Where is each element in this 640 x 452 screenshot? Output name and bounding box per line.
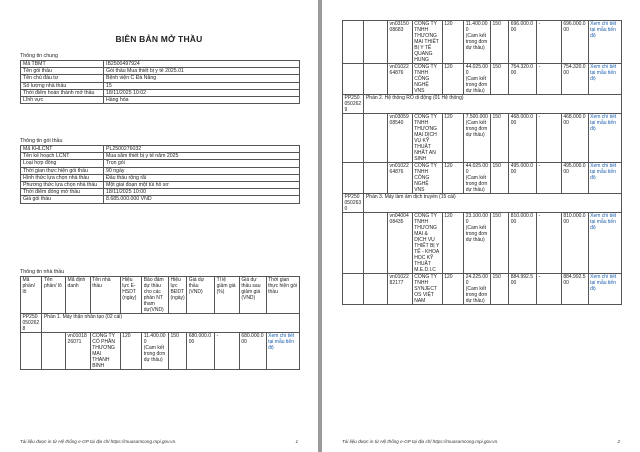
lot-row bbox=[343, 194, 622, 213]
page-number: 1 bbox=[295, 439, 298, 444]
general-info-table bbox=[20, 60, 300, 104]
document-title: BIÊN BẢN MỞ THẦU bbox=[115, 34, 203, 44]
bidder-id: vn0102264876 bbox=[388, 163, 413, 194]
info-label: Thời gian thực hiện gói thầu bbox=[21, 167, 104, 174]
info-label: Tên kế hoạch LCNT bbox=[21, 153, 104, 160]
bidder-name: CÔNG TY TNHH CÔNG NGHỆ VNS bbox=[412, 64, 442, 95]
guarantee-note: (Cam kết trong đơn dự thầu) bbox=[465, 286, 488, 304]
info-row bbox=[21, 167, 300, 174]
guarantee-amount: 11.400.000 bbox=[143, 333, 166, 345]
empty-cell bbox=[364, 163, 388, 194]
schedule-link[interactable]: Xem chi tiết tại mẫu tiến độ bbox=[266, 333, 299, 370]
info-value: Trọn gói bbox=[104, 160, 300, 167]
bidder-row bbox=[343, 163, 622, 194]
bidder-name: CÔNG TY TNHH THƯƠNG MẠI & DỊCH VỤ THIẾT BỊ Y TẾ - KHOA HỌC KỸ THUẬT M.E.D.I.C bbox=[412, 213, 442, 274]
guarantee-note: (Cam kết trong đơn dự thầu) bbox=[465, 120, 488, 138]
info-value: Hàng hóa bbox=[104, 97, 300, 104]
bid-validity: 120 bbox=[442, 213, 463, 274]
info-label: Tên gói thầu bbox=[21, 68, 104, 75]
schedule-link[interactable]: Xem chi tiết tại mẫu tiến độ bbox=[588, 21, 621, 64]
bond-validity: 150 bbox=[491, 64, 509, 95]
bidder-name: CÔNG TY TNHH THƯƠNG MẠI THIẾT BỊ Y TẾ QUANG HUNG bbox=[412, 21, 442, 64]
discount-rate: - bbox=[537, 163, 562, 194]
discount-rate: - bbox=[537, 114, 562, 163]
info-row bbox=[21, 189, 300, 196]
info-row bbox=[21, 61, 300, 68]
info-label: Số lượng nhà thầu bbox=[21, 82, 104, 89]
info-label: Giá gói thầu bbox=[21, 196, 104, 203]
info-row bbox=[21, 75, 300, 82]
discount-rate: - bbox=[215, 333, 240, 370]
lot-row bbox=[21, 314, 300, 333]
bidder-id: vn0102282177 bbox=[388, 274, 413, 305]
bidder-name: CÔNG TY TNHH CÔNG NGHỆ VNS bbox=[412, 163, 442, 194]
bidder-id: vn0305908540 bbox=[388, 114, 413, 163]
bid-guarantee bbox=[464, 163, 491, 194]
lot-code: PP2500502630 bbox=[343, 194, 364, 213]
guarantee-amount: 11.400.000 bbox=[465, 21, 488, 33]
column-header: Hiệu lực BĐDT (ngày) bbox=[169, 277, 187, 314]
empty-cell bbox=[21, 333, 42, 370]
info-label: Hình thức lựa chọn nhà thầu bbox=[21, 174, 104, 181]
bid-price: 696.000.000 bbox=[509, 21, 537, 64]
bid-price: 680.000.000 bbox=[187, 333, 215, 370]
empty-cell bbox=[343, 114, 364, 163]
bidder-name: CÔNG TY TNHH THƯƠNG MẠI DỊCH VỤ KỸ THUẬT NHẤT AN SINH bbox=[412, 114, 442, 163]
bidder-id: vn0400408435 bbox=[388, 213, 413, 274]
general-info-heading: Thông tin chung bbox=[20, 53, 58, 59]
lot-name: Phần 2. Hệ thống RO di động (01 Hệ thống) bbox=[364, 95, 622, 114]
final-price: 810.000.000 bbox=[561, 213, 588, 274]
bidder-id: vn0101826071 bbox=[66, 333, 91, 370]
schedule-link[interactable]: Xem chi tiết tại mẫu tiến độ bbox=[588, 213, 621, 274]
empty-cell bbox=[42, 333, 66, 370]
bidder-table-page-2 bbox=[342, 20, 622, 305]
column-header: Tên nhà thầu bbox=[90, 277, 120, 314]
info-value: IB2500497924 bbox=[104, 61, 300, 68]
table-header-row bbox=[21, 277, 300, 314]
bidder-info-heading: Thông tin nhà thầu bbox=[20, 269, 65, 275]
guarantee-note: (Cam kết trong đơn dự thầu) bbox=[143, 345, 166, 363]
final-price: 468.000.000 bbox=[561, 114, 588, 163]
guarantee-note: (Cam kết trong đơn dự thầu) bbox=[465, 175, 488, 193]
empty-cell bbox=[364, 213, 388, 274]
info-label: Mã TBMT bbox=[21, 61, 104, 68]
guarantee-amount: 24.225.000 bbox=[465, 274, 488, 286]
guarantee-amount: 7.500.000 bbox=[465, 114, 488, 120]
info-value: Gói thầu Mua thiết bị y tế 2025.01 bbox=[104, 68, 300, 75]
column-header: Thời gian thực hiện gói thầu bbox=[266, 277, 299, 314]
empty-cell bbox=[364, 274, 388, 305]
info-value: 15 bbox=[104, 82, 300, 89]
bid-guarantee bbox=[464, 21, 491, 64]
info-label: Lĩnh vực bbox=[21, 97, 104, 104]
info-row bbox=[21, 174, 300, 181]
info-row bbox=[21, 153, 300, 160]
final-price: 884.992.500 bbox=[561, 274, 588, 305]
bidder-table-page-1 bbox=[20, 276, 300, 370]
guarantee-amount: 44.025.000 bbox=[465, 64, 488, 76]
discount-rate: - bbox=[537, 274, 562, 305]
bid-validity: 120 bbox=[442, 274, 463, 305]
info-value: 90 ngày bbox=[104, 167, 300, 174]
info-row bbox=[21, 182, 300, 189]
bid-validity: 120 bbox=[442, 64, 463, 95]
empty-cell bbox=[364, 21, 388, 64]
empty-cell bbox=[343, 274, 364, 305]
bid-price: 810.000.000 bbox=[509, 213, 537, 274]
page-number: 2 bbox=[617, 439, 620, 444]
guarantee-amount: 23.100.000 bbox=[465, 213, 488, 225]
empty-cell bbox=[343, 64, 364, 95]
column-header: Giá dự thầu sau giảm giá (VND) bbox=[239, 277, 266, 314]
info-row bbox=[21, 97, 300, 104]
schedule-link[interactable]: Xem chi tiết tại mẫu tiến độ bbox=[588, 114, 621, 163]
info-value: Đấu thầu rộng rãi bbox=[104, 174, 300, 181]
lot-code: PP2500502629 bbox=[343, 95, 364, 114]
lot-name: Phần 3. Máy làm ấm dịch truyền (15 cái) bbox=[364, 194, 622, 213]
guarantee-note: (Cam kết trong đơn dự thầu) bbox=[465, 33, 488, 51]
info-row bbox=[21, 196, 300, 203]
bond-validity: 150 bbox=[491, 163, 509, 194]
info-row bbox=[21, 146, 300, 153]
column-header: Tên phần/ lô bbox=[42, 277, 66, 314]
schedule-link[interactable]: Xem chi tiết tại mẫu tiến độ bbox=[588, 163, 621, 194]
package-info-table bbox=[20, 145, 300, 204]
schedule-link[interactable]: Xem chi tiết tại mẫu tiến độ bbox=[588, 64, 621, 95]
bond-validity: 150 bbox=[491, 274, 509, 305]
footer-text: Tài liệu được in từ Hệ thống e-GP tại địa chỉ https://muasamcong.mpi.gov.vn. bbox=[342, 439, 499, 444]
bond-validity: 150 bbox=[491, 213, 509, 274]
info-label: Thời điểm hoàn thành mở thầu bbox=[21, 89, 104, 96]
column-header: Hiệu lực E-HSDT (ngày) bbox=[120, 277, 141, 314]
bond-validity: 150 bbox=[491, 21, 509, 64]
guarantee-note: (Cam kết trong đơn dự thầu) bbox=[465, 225, 488, 243]
discount-rate: - bbox=[537, 21, 562, 64]
bid-guarantee bbox=[464, 213, 491, 274]
bid-guarantee bbox=[464, 114, 491, 163]
info-value: 8.685.000.000 VND bbox=[104, 196, 300, 203]
lot-code: PP2500502628 bbox=[21, 314, 42, 333]
bid-price: 468.000.000 bbox=[509, 114, 537, 163]
bond-validity: 150 bbox=[491, 114, 509, 163]
info-value: 18/11/2025 10:02 bbox=[104, 89, 300, 96]
info-value: 18/11/2025 10:00 bbox=[104, 189, 300, 196]
empty-cell bbox=[343, 213, 364, 274]
column-header: Mã định danh bbox=[66, 277, 91, 314]
bidder-row bbox=[343, 274, 622, 305]
bidder-row bbox=[343, 21, 622, 64]
bid-validity: 120 bbox=[120, 333, 141, 370]
empty-cell bbox=[364, 64, 388, 95]
bid-price: 884.992.500 bbox=[509, 274, 537, 305]
guarantee-note: (Cam kết trong đơn dự thầu) bbox=[465, 76, 488, 94]
schedule-link[interactable]: Xem chi tiết tại mẫu tiến độ bbox=[588, 274, 621, 305]
info-value: Bệnh viện C Đà Nẵng bbox=[104, 75, 300, 82]
column-header: Mã phần/ lô bbox=[21, 277, 42, 314]
info-value: Một giai đoạn một túi hồ sơ bbox=[104, 182, 300, 189]
empty-cell bbox=[343, 21, 364, 64]
info-label: Thời điểm đóng mở thầu bbox=[21, 189, 104, 196]
bond-validity: 150 bbox=[169, 333, 187, 370]
bidder-id: vn0315008683 bbox=[388, 21, 413, 64]
document-page-1 bbox=[0, 0, 318, 452]
empty-cell bbox=[343, 163, 364, 194]
info-label: Tên chủ đầu tư bbox=[21, 75, 104, 82]
bidder-name: CÔNG TY TNHH SYNJECTOS VIỆT NAM bbox=[412, 274, 442, 305]
info-row bbox=[21, 82, 300, 89]
info-row bbox=[21, 68, 300, 75]
footer-text: Tài liệu được in từ Hệ thống e-GP tại địa chỉ https://muasamcong.mpi.gov.vn. bbox=[20, 439, 177, 444]
bidder-id: vn0102264876 bbox=[388, 64, 413, 95]
column-header: Tỉ lệ giảm giá (%) bbox=[215, 277, 240, 314]
column-header: Giá dự thầu (VND) bbox=[187, 277, 215, 314]
lot-row bbox=[343, 95, 622, 114]
bid-validity: 120 bbox=[442, 114, 463, 163]
final-price: 495.000.000 bbox=[561, 163, 588, 194]
bidder-row bbox=[343, 213, 622, 274]
bidder-row bbox=[21, 333, 300, 370]
document-page-2 bbox=[322, 0, 640, 452]
column-header: Bảo đảm dự thầu cho các phần NT tham dự(VND) bbox=[142, 277, 169, 314]
bid-guarantee bbox=[464, 64, 491, 95]
info-value: Mua sắm thiết bị y tế năm 2025 bbox=[104, 153, 300, 160]
bidder-name: CÔNG TY CỔ PHẦN THƯƠNG MẠI THANH BÌNH bbox=[90, 333, 120, 370]
info-label: Loại hợp đồng bbox=[21, 160, 104, 167]
info-row bbox=[21, 160, 300, 167]
final-price: 680.000.000 bbox=[239, 333, 266, 370]
info-label: Mã KHLCNT bbox=[21, 146, 104, 153]
bidder-row bbox=[343, 64, 622, 95]
discount-rate: - bbox=[537, 64, 562, 95]
discount-rate: - bbox=[537, 213, 562, 274]
bidder-row bbox=[343, 114, 622, 163]
lot-name: Phần 1. Máy thận nhân tạo (02 cái) bbox=[42, 314, 300, 333]
info-value: PL2500276032 bbox=[104, 146, 300, 153]
final-price: 696.000.000 bbox=[561, 21, 588, 64]
package-info-heading: Thông tin gói thầu bbox=[20, 138, 63, 144]
page-footer-1 bbox=[20, 439, 298, 444]
guarantee-amount: 44.025.000 bbox=[465, 163, 488, 175]
bid-price: 495.000.000 bbox=[509, 163, 537, 194]
bid-validity: 120 bbox=[442, 21, 463, 64]
page-footer-2 bbox=[342, 439, 620, 444]
bid-validity: 120 bbox=[442, 163, 463, 194]
bid-guarantee bbox=[142, 333, 169, 370]
info-label: Phương thức lựa chọn nhà thầu bbox=[21, 182, 104, 189]
bid-price: 754.320.000 bbox=[509, 64, 537, 95]
info-row bbox=[21, 89, 300, 96]
empty-cell bbox=[364, 114, 388, 163]
bid-guarantee bbox=[464, 274, 491, 305]
final-price: 754.320.000 bbox=[561, 64, 588, 95]
